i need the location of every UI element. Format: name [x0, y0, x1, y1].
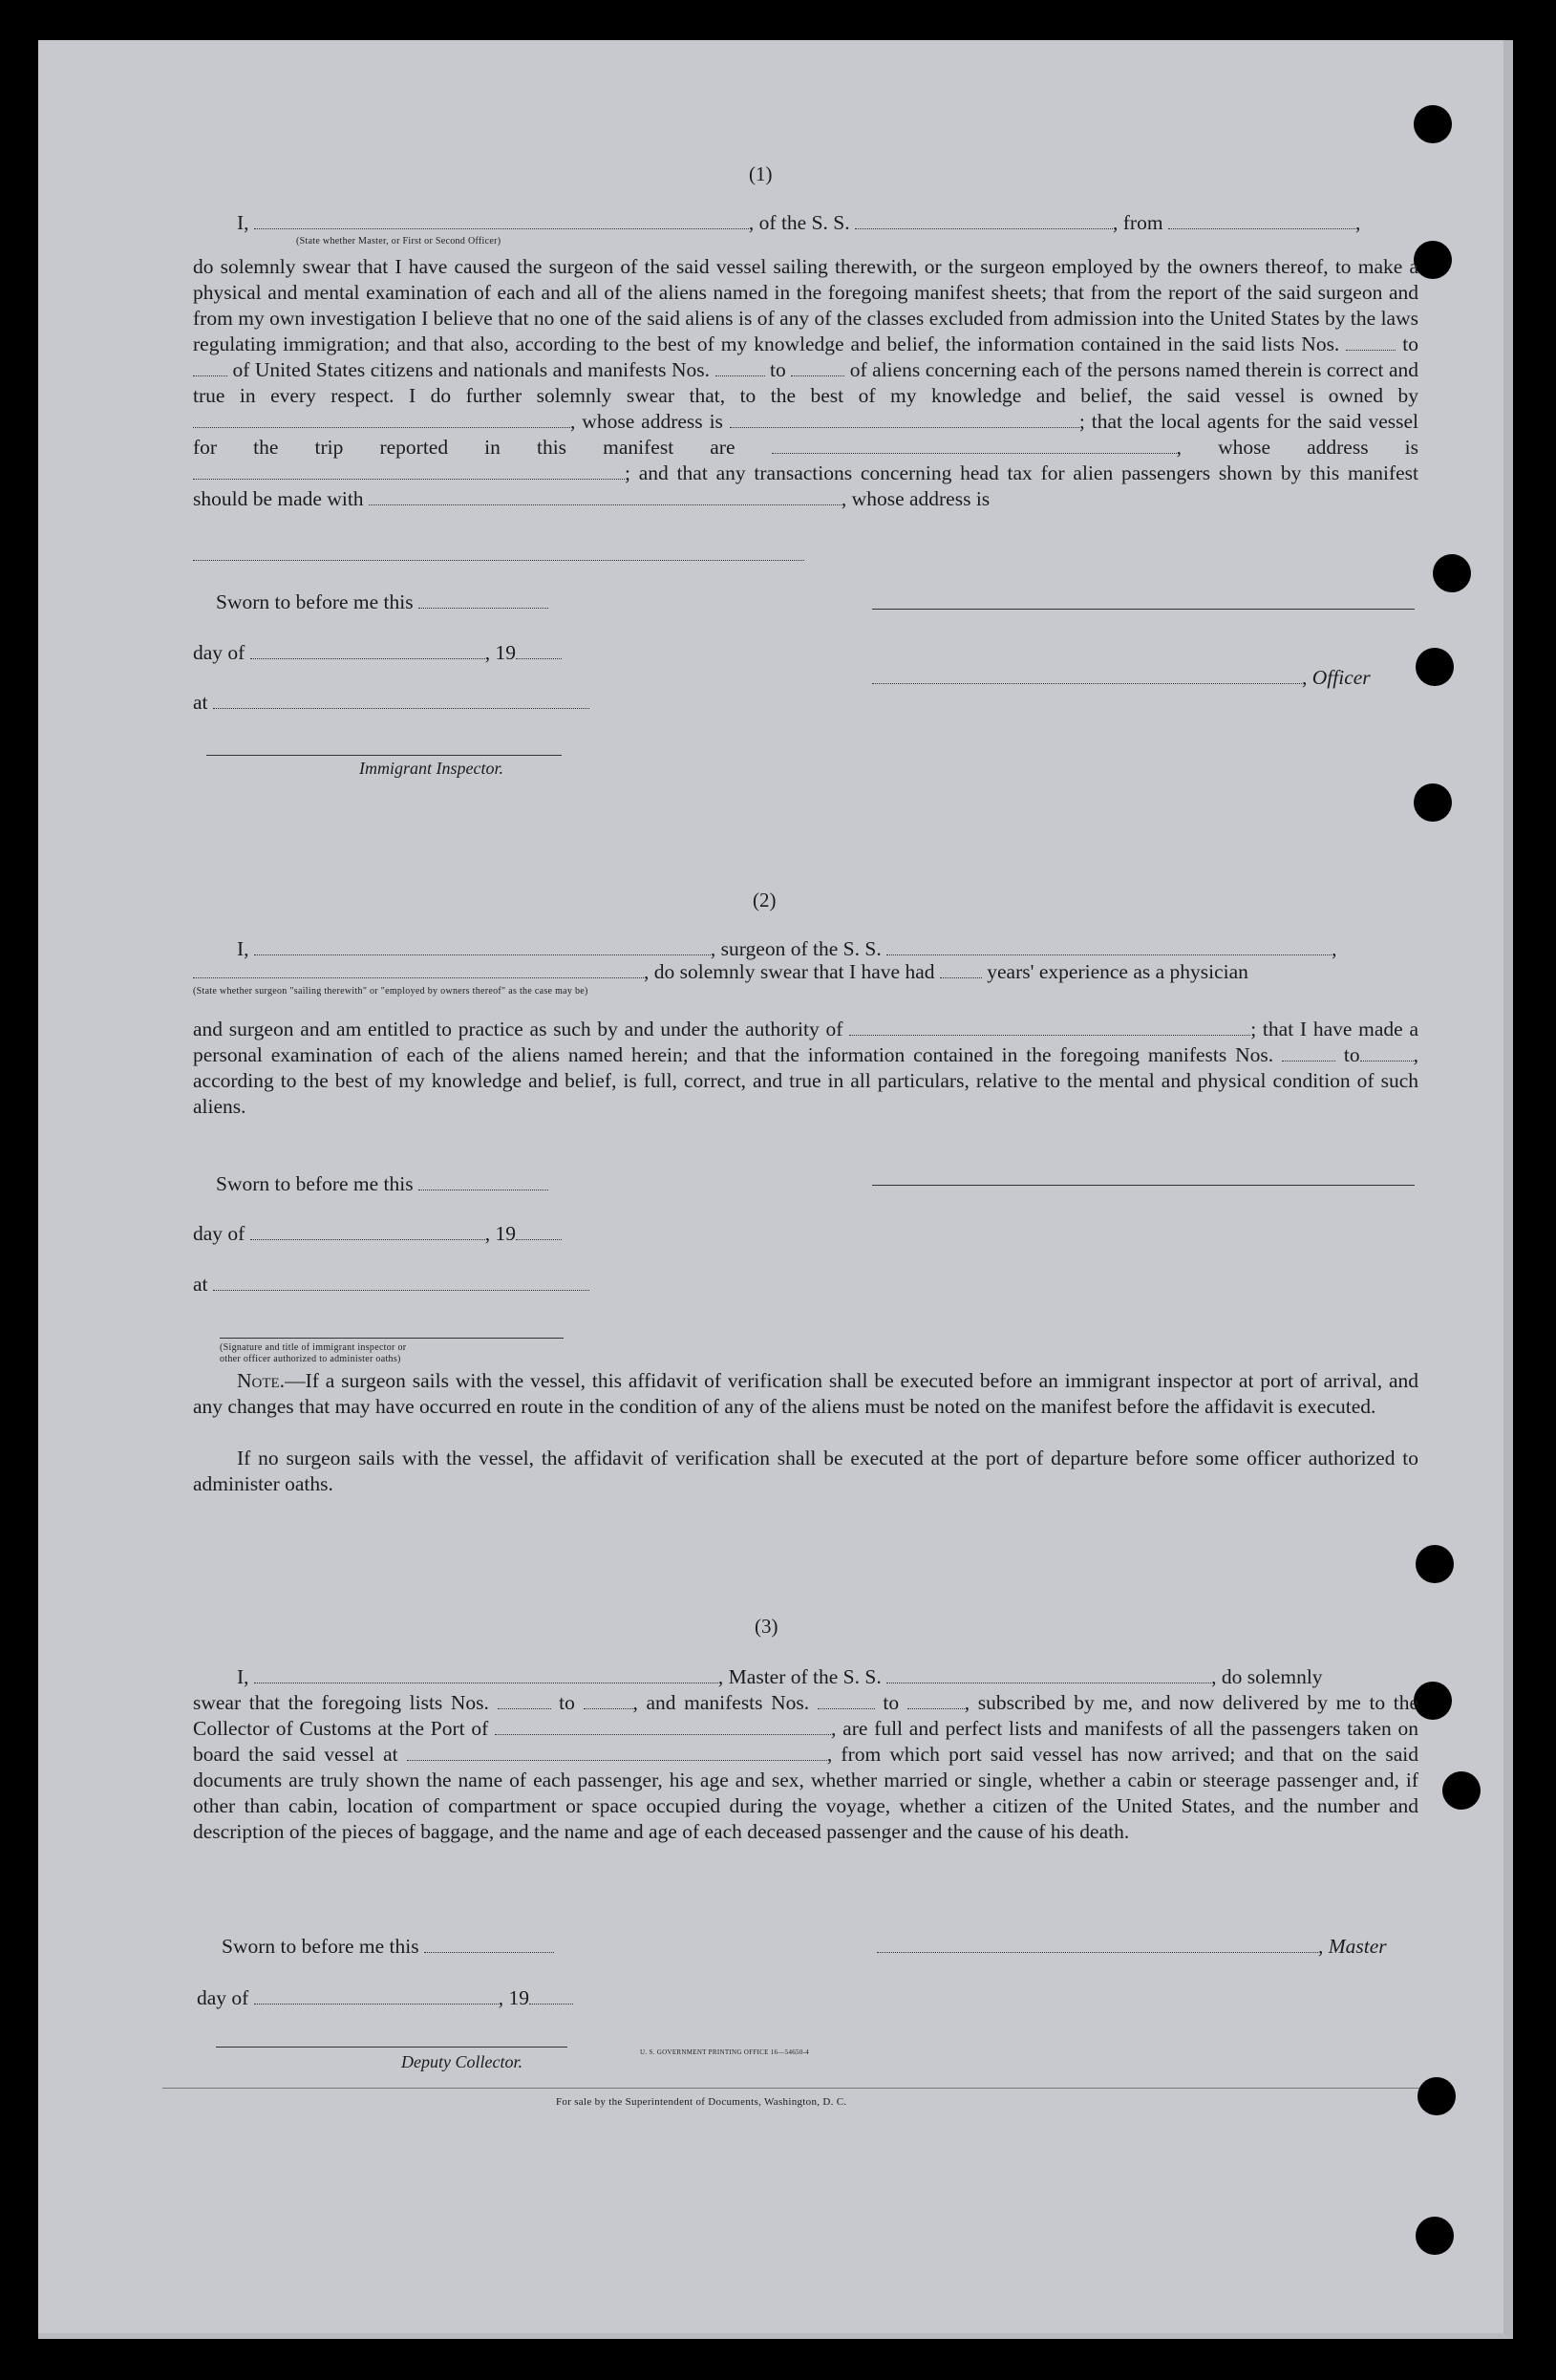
inspector-signature-line[interactable] [206, 755, 562, 756]
text: , do solemnly swear that I have had [644, 960, 935, 983]
text: I, [237, 937, 249, 960]
text: Sworn to before me this [216, 590, 414, 613]
sworn-day-field[interactable] [424, 1935, 554, 1953]
section-2-day-of [193, 1221, 562, 1247]
manifests-from-field[interactable] [715, 358, 765, 376]
inspector-caption: Immigrant Inspector. [359, 759, 503, 778]
text: that I have made a personal examination of each of the aliens named herein; and that the information contained in the foregoing manifests Nos. [193, 1018, 1419, 1066]
text: of aliens concerning each of the persons named therein is correct and true in every respect. I do further solemnly swear that, to the best of my knowledge and belief, the said vessel is owned by [193, 358, 1419, 407]
text: If no surgeon sails with the vessel, the affidavit of verification shall be executed at the port of departure before some officer authorized to administer oaths. [193, 1447, 1418, 1495]
sworn-year-field[interactable] [516, 1222, 562, 1240]
section-3-number: (3) [755, 1615, 778, 1638]
text: , whose address is [570, 410, 723, 433]
punch-hole [1414, 241, 1452, 279]
text: do solemnly swear that I have caused the surgeon of the said vessel sailing therewith, or the surgeon employed by the owners thereof, to make a physical and mental examination of each and all of the aliens named in the foregoing manifest sheets; that from the report of the said surgeon and from my own investigation I believe that no one of the said aliens is of any of the classes excluded from admission into the United States by the laws regulating immigration; and that also, according to the best of my knowledge and belief, the information contained in the said lists Nos. [193, 255, 1418, 355]
punch-hole [1416, 2217, 1454, 2255]
section-2-line-2 [193, 959, 1418, 985]
form-page [38, 40, 1513, 2339]
boarding-port-field[interactable] [407, 1743, 827, 1761]
text: Sworn to before me this [222, 1935, 419, 1958]
text: to [1402, 332, 1419, 355]
section-1-oath-paragraph: do solemnly swear that I have caused the surgeon of the said vessel sailing therewith, or the surgeon employed by the owners thereof, to make a physical and mental examination of each and all of the aliens named in the foregoing manifest sheets; that from the report of the said surgeon and from my own investigation I believe that no one of the said aliens is of any of the classes excluded from admission into the United States by the laws regulating immigration; and that also, according to the best of my knowledge and belief, the information contained in the said lists Nos. to of United States citizens and nationals and manifests Nos. to of aliens concerning each of the persons named therein is correct and true in every respect. I do further solemnly swear that, to the best of my knowledge and belief, the said vessel is owned by , whose address is ; that the local agents for the said vessel for the trip reported in this manifest are , whose address is ; and that any transactions concerning head tax for alien passengers shown by this manifest should be made with , whose address is [193, 255, 1419, 510]
origin-port-field[interactable] [1168, 211, 1355, 229]
text: that the local agents for the said vessel for the trip reported in this manifest are [193, 410, 1418, 459]
section-3-sworn [222, 1934, 554, 1960]
text: , according to the best of my knowledge and belief, is full, correct, and true in all particulars, relative to the mental and physical condition of such aliens. [193, 1043, 1419, 1118]
punch-hole [1433, 554, 1471, 592]
section-1-at [193, 690, 589, 716]
sworn-day-field[interactable] [418, 1172, 548, 1190]
lists-from-field[interactable] [498, 1691, 551, 1709]
sworn-month-field[interactable] [250, 1222, 485, 1240]
punch-hole [1442, 1771, 1481, 1810]
section-1-officer [872, 665, 1371, 691]
section-3-master [877, 1934, 1387, 1960]
punch-hole [1414, 105, 1452, 143]
vessel-owner-field[interactable] [193, 410, 570, 428]
text: I, [237, 211, 249, 234]
section-3-day-of [197, 1985, 573, 2011]
text: , 19 [484, 1222, 516, 1245]
practice-authority-field[interactable] [849, 1018, 1250, 1036]
years-experience-field[interactable] [940, 960, 982, 978]
text: , whose address is [841, 487, 991, 510]
text: swear that the foregoing lists Nos. [193, 1691, 489, 1714]
text: to [883, 1691, 900, 1714]
punch-hole [1417, 2077, 1456, 2115]
inspector-signature-line[interactable] [220, 1338, 564, 1339]
text: day of [193, 641, 245, 664]
head-tax-address-line[interactable] [193, 560, 804, 561]
sworn-day-field[interactable] [418, 590, 548, 609]
text: , 19 [484, 641, 516, 664]
manifests-from-field[interactable] [818, 1691, 875, 1709]
text: , of the S. S. [748, 211, 850, 234]
collector-caption: Deputy Collector. [401, 2052, 522, 2071]
text: day of [197, 1986, 249, 2009]
sworn-place-field[interactable] [213, 1273, 589, 1291]
lists-to-field[interactable] [584, 1691, 633, 1709]
sale-notice: For sale by the Superintendent of Documents, Washington, D. C. [556, 2096, 847, 2108]
text: , and manifests Nos. [632, 1691, 810, 1714]
section-3-oath-paragraph [193, 1690, 1418, 1845]
text: , are full and perfect lists and manifests of all the passengers taken on board the said vessel at [193, 1717, 1419, 1766]
master-vessel-field[interactable] [886, 1665, 1211, 1683]
section-2-oath-paragraph: and surgeon and am entitled to practice as such by and under the authority of ; that I have made a personal examination of each of the aliens named herein; and that the information contained in the foregoing manifests Nos. to , according to the best of my knowledge and belief, is full, correct, and true in all particulars, relative to the mental and physical condition of such aliens. [193, 1018, 1419, 1118]
punch-hole [1416, 648, 1454, 686]
section-1-line-1: I, , of the S. S. , from , [237, 211, 1361, 234]
officer-signature-line[interactable] [872, 609, 1415, 610]
signature-note-1: (Signature and title of immigrant inspector or [220, 1342, 407, 1353]
signature-note-2: other officer authorized to administer oaths) [220, 1354, 401, 1364]
text: passengers shown by this manifest should be made with [193, 461, 1418, 510]
agents-address-field[interactable] [193, 461, 625, 480]
text: whose address is [1218, 436, 1419, 459]
text: and surgeon and am entitled to practice as such by and under the authority of [193, 1018, 843, 1040]
text: to [559, 1691, 575, 1714]
text: day of [193, 1222, 245, 1245]
master-name-field[interactable] [254, 1665, 718, 1683]
sworn-month-field[interactable] [254, 1986, 499, 2005]
text: to [1343, 1043, 1360, 1066]
collector-signature-line[interactable] [216, 2047, 567, 2048]
section-1-rank-note: (State whether Master, or First or Second Officer) [296, 236, 501, 247]
manifests-to-field[interactable] [907, 1691, 965, 1709]
text: at [193, 1273, 208, 1296]
text: —If a surgeon sails with the vessel, this affidavit of verification shall be executed before an immigrant inspector at port of arrival, and any changes that may have occurred en route in the condition of any of the aliens must be noted on the manifest before the affidavit is executed. [193, 1369, 1418, 1418]
text: ; and that any transactions concerning head tax for alien [625, 461, 1114, 484]
text: , subscribed by me, and now delivered by me to the Collector of Customs at the Port of [193, 1691, 1419, 1740]
customs-port-field[interactable] [495, 1717, 831, 1735]
section-1-sworn [216, 590, 548, 615]
text: , Master of the S. S. [717, 1665, 882, 1688]
owner-address-field[interactable] [730, 410, 1079, 428]
surgeon-signature-line[interactable] [872, 1185, 1415, 1186]
lists-to-field[interactable] [193, 358, 227, 376]
section-2-line-1: I, , surgeon of the S. S. , [237, 937, 1337, 960]
text: , Officer [1302, 666, 1371, 689]
sworn-month-field[interactable] [250, 641, 485, 659]
officer-rank-field[interactable] [254, 211, 749, 229]
sworn-year-field[interactable] [529, 1986, 573, 2005]
section-2-note [193, 1368, 1418, 1420]
punch-hole [1416, 1545, 1454, 1583]
text: years' experience as a physician [987, 960, 1248, 983]
printing-office-imprint: U. S. GOVERNMENT PRINTING OFFICE 16—54650-4 [640, 2048, 810, 2056]
lists-from-field[interactable] [1346, 332, 1396, 351]
text: , 19 [498, 1986, 529, 2009]
surgeon-vessel-field[interactable] [886, 937, 1332, 955]
surgeon-name-field[interactable] [254, 937, 711, 955]
section-1-number: (1) [749, 162, 773, 185]
surgeon-status-field[interactable] [193, 960, 644, 978]
manifests-from-field[interactable] [1282, 1043, 1335, 1061]
section-2-at [193, 1272, 589, 1297]
text: , Master [1318, 1935, 1387, 1958]
officer-name-field[interactable] [872, 666, 1302, 684]
section-2-note-2 [193, 1446, 1418, 1497]
sworn-place-field[interactable] [213, 691, 589, 709]
text: of United States citizens and nationals and manifests Nos. [232, 358, 711, 381]
text: Sworn to before me this [216, 1172, 414, 1195]
footer-rule [162, 2088, 1419, 2089]
punch-hole [1414, 783, 1452, 822]
local-agents-field[interactable] [772, 436, 1177, 454]
section-2-sworn [216, 1171, 548, 1197]
sworn-year-field[interactable] [516, 641, 562, 659]
vessel-name-field[interactable] [855, 211, 1113, 229]
section-3-line-1 [193, 1664, 1418, 1690]
text: to [770, 358, 786, 381]
manifests-to-field[interactable] [791, 358, 844, 376]
punch-hole [1414, 1682, 1452, 1720]
text: at [193, 691, 208, 714]
section-1-day-of [193, 640, 562, 666]
text: , do solemnly [1211, 1665, 1323, 1688]
text: I, [237, 1665, 249, 1688]
section-2-number: (2) [753, 889, 777, 911]
note-label: Note. [237, 1369, 286, 1392]
text: , from [1113, 211, 1163, 234]
manifests-to-field[interactable] [1360, 1043, 1414, 1061]
head-tax-contact-field[interactable] [369, 487, 842, 505]
text: , surgeon of the S. S. [710, 937, 882, 960]
text: , from which port said vessel has now arrived; and that on the said documents are truly shown the name of each passenger, his age and sex, whether married or single, whether a cabin or steerage passenger and, if other than cabin, location of compartment or space occupied during the voyage, whether a citizen of the United States, and the number and description of the pieces of baggage, and the name and age of each deceased passenger and the cause of his death. [193, 1743, 1418, 1843]
master-signature-field[interactable] [877, 1935, 1318, 1953]
section-2-status-note: (State whether surgeon "sailing therewith" or "employed by owners thereof" as the case may be) [193, 986, 588, 997]
